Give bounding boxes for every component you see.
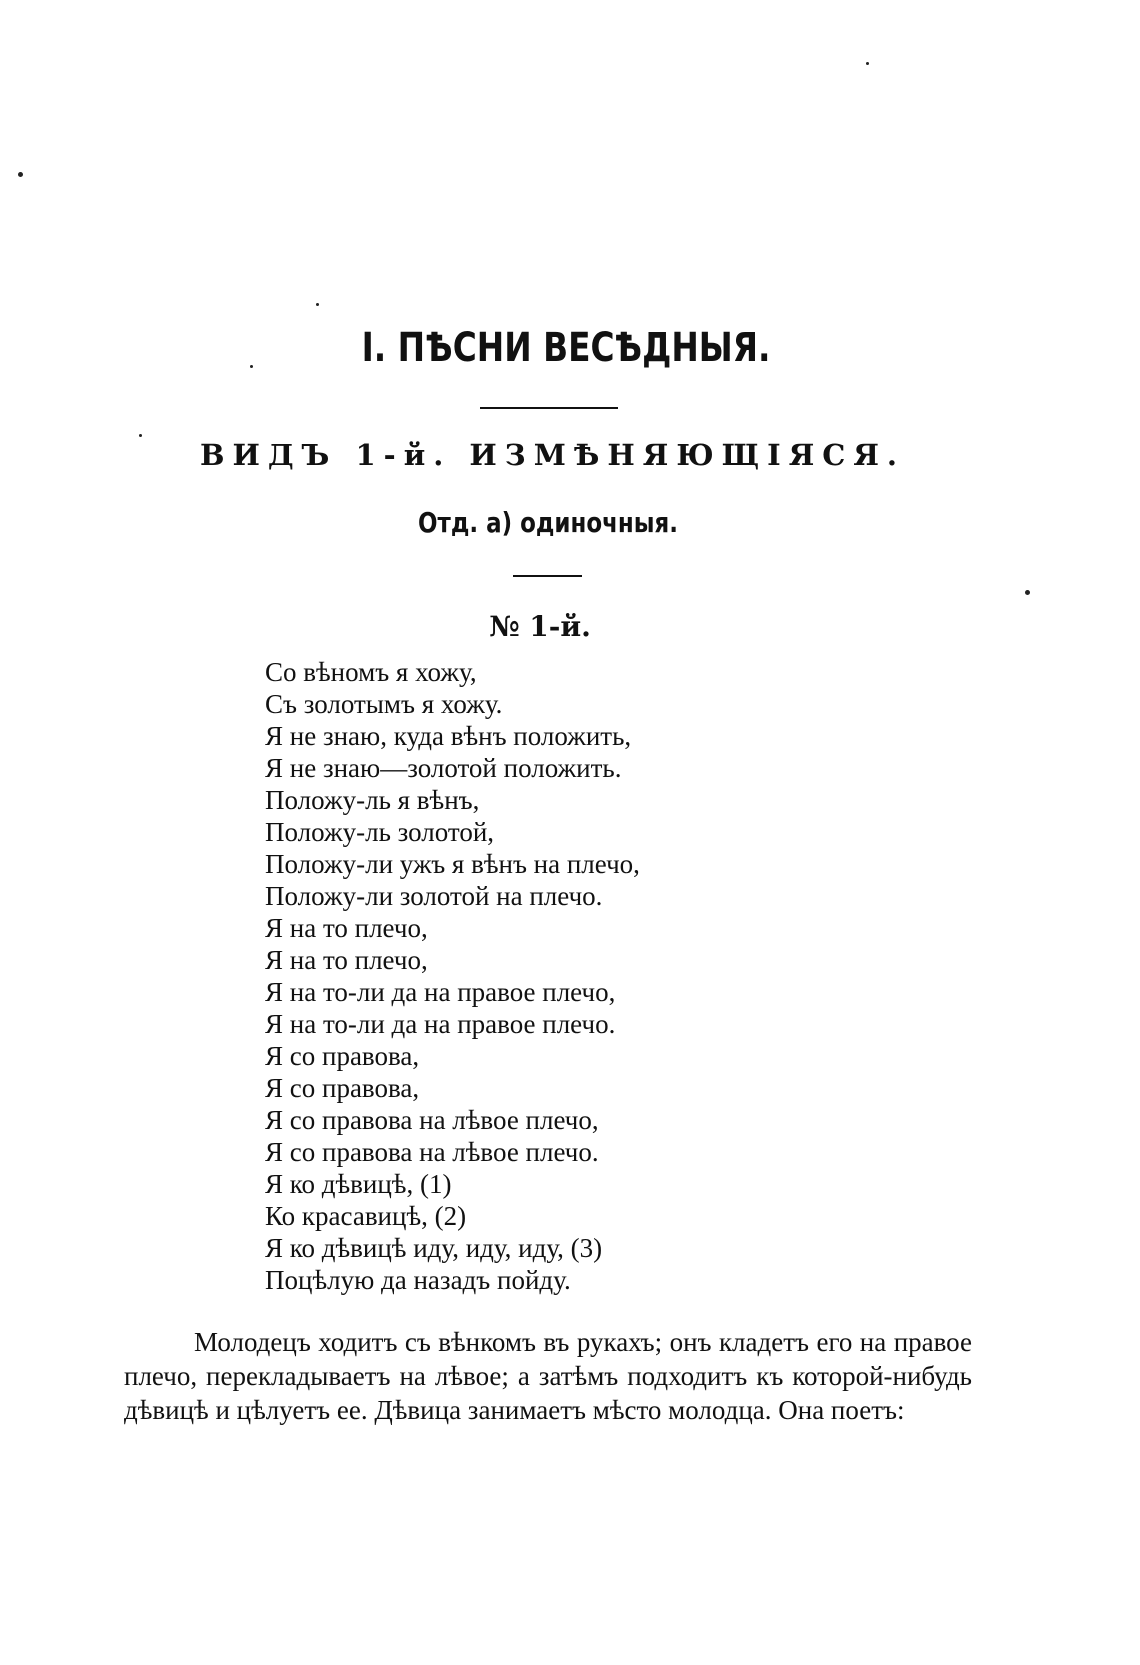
- verse-line: Положу-ль я вѣнъ,: [265, 785, 480, 815]
- verse-line: Я со правова на лѣвое плечо,: [265, 1105, 599, 1135]
- print-speck: [139, 434, 142, 437]
- title-divider: [480, 407, 618, 409]
- song-verse: [265, 656, 640, 1296]
- verse-line: Я на то плечо,: [265, 945, 428, 975]
- performance-note: Молодецъ ходитъ съ вѣнкомъ въ рукахъ; онъ кладетъ его на правое плечо, перекладываетъ на лѣвое; а затѣмъ подходитъ къ которой-нибудь дѣвицѣ и цѣлуетъ ее. Дѣвица занимаетъ мѣсто молодца. Она поетъ:: [124, 1327, 972, 1425]
- verse-line: Я не знаю—золотой положить.: [265, 753, 622, 783]
- print-speck: [18, 172, 23, 177]
- verse-line: Я ко дѣвицѣ иду, иду, иду, (3): [265, 1233, 603, 1263]
- subsection-heading: Отд. а) одиночныя.: [418, 506, 678, 539]
- section-heading: ВИДЪ 1-й. ИЗМѢНЯЮЩІЯСЯ.: [199, 438, 906, 472]
- print-speck: [866, 62, 869, 65]
- verse-line: Я не знаю, куда вѣнъ положить,: [265, 721, 632, 751]
- verse-line: Я на то плечо,: [265, 913, 428, 943]
- verse-line: Ко красавицѣ, (2): [265, 1201, 467, 1231]
- verse-line: Со вѣномъ я хожу,: [265, 657, 477, 687]
- verse-line: Я со правова,: [265, 1073, 420, 1103]
- verse-line: Положу-ли золотой на плечо.: [265, 881, 603, 911]
- print-speck: [1025, 590, 1030, 595]
- verse-line: Я на то-ли да на правое плечо.: [265, 1009, 616, 1039]
- verse-line: Положу-ли ужъ я вѣнъ на плечо,: [265, 849, 640, 879]
- song-number: № 1-й.: [489, 610, 591, 643]
- print-speck: [316, 303, 319, 306]
- verse-line: Я со правова,: [265, 1041, 420, 1071]
- chapter-title: I. ПѢСНИ ВЕСѢДНЫЯ.: [361, 325, 771, 371]
- verse-line: Я ко дѣвицѣ, (1): [265, 1169, 452, 1199]
- subsection-divider: [513, 575, 582, 577]
- verse-line: Я со правова на лѣвое плечо.: [265, 1137, 599, 1167]
- verse-line: Поцѣлую да назадъ пойду.: [265, 1265, 571, 1295]
- verse-line: Съ золотымъ я хожу.: [265, 689, 503, 719]
- verse-line: Я на то-ли да на правое плечо,: [265, 977, 616, 1007]
- verse-line: Положу-ль золотой,: [265, 817, 495, 847]
